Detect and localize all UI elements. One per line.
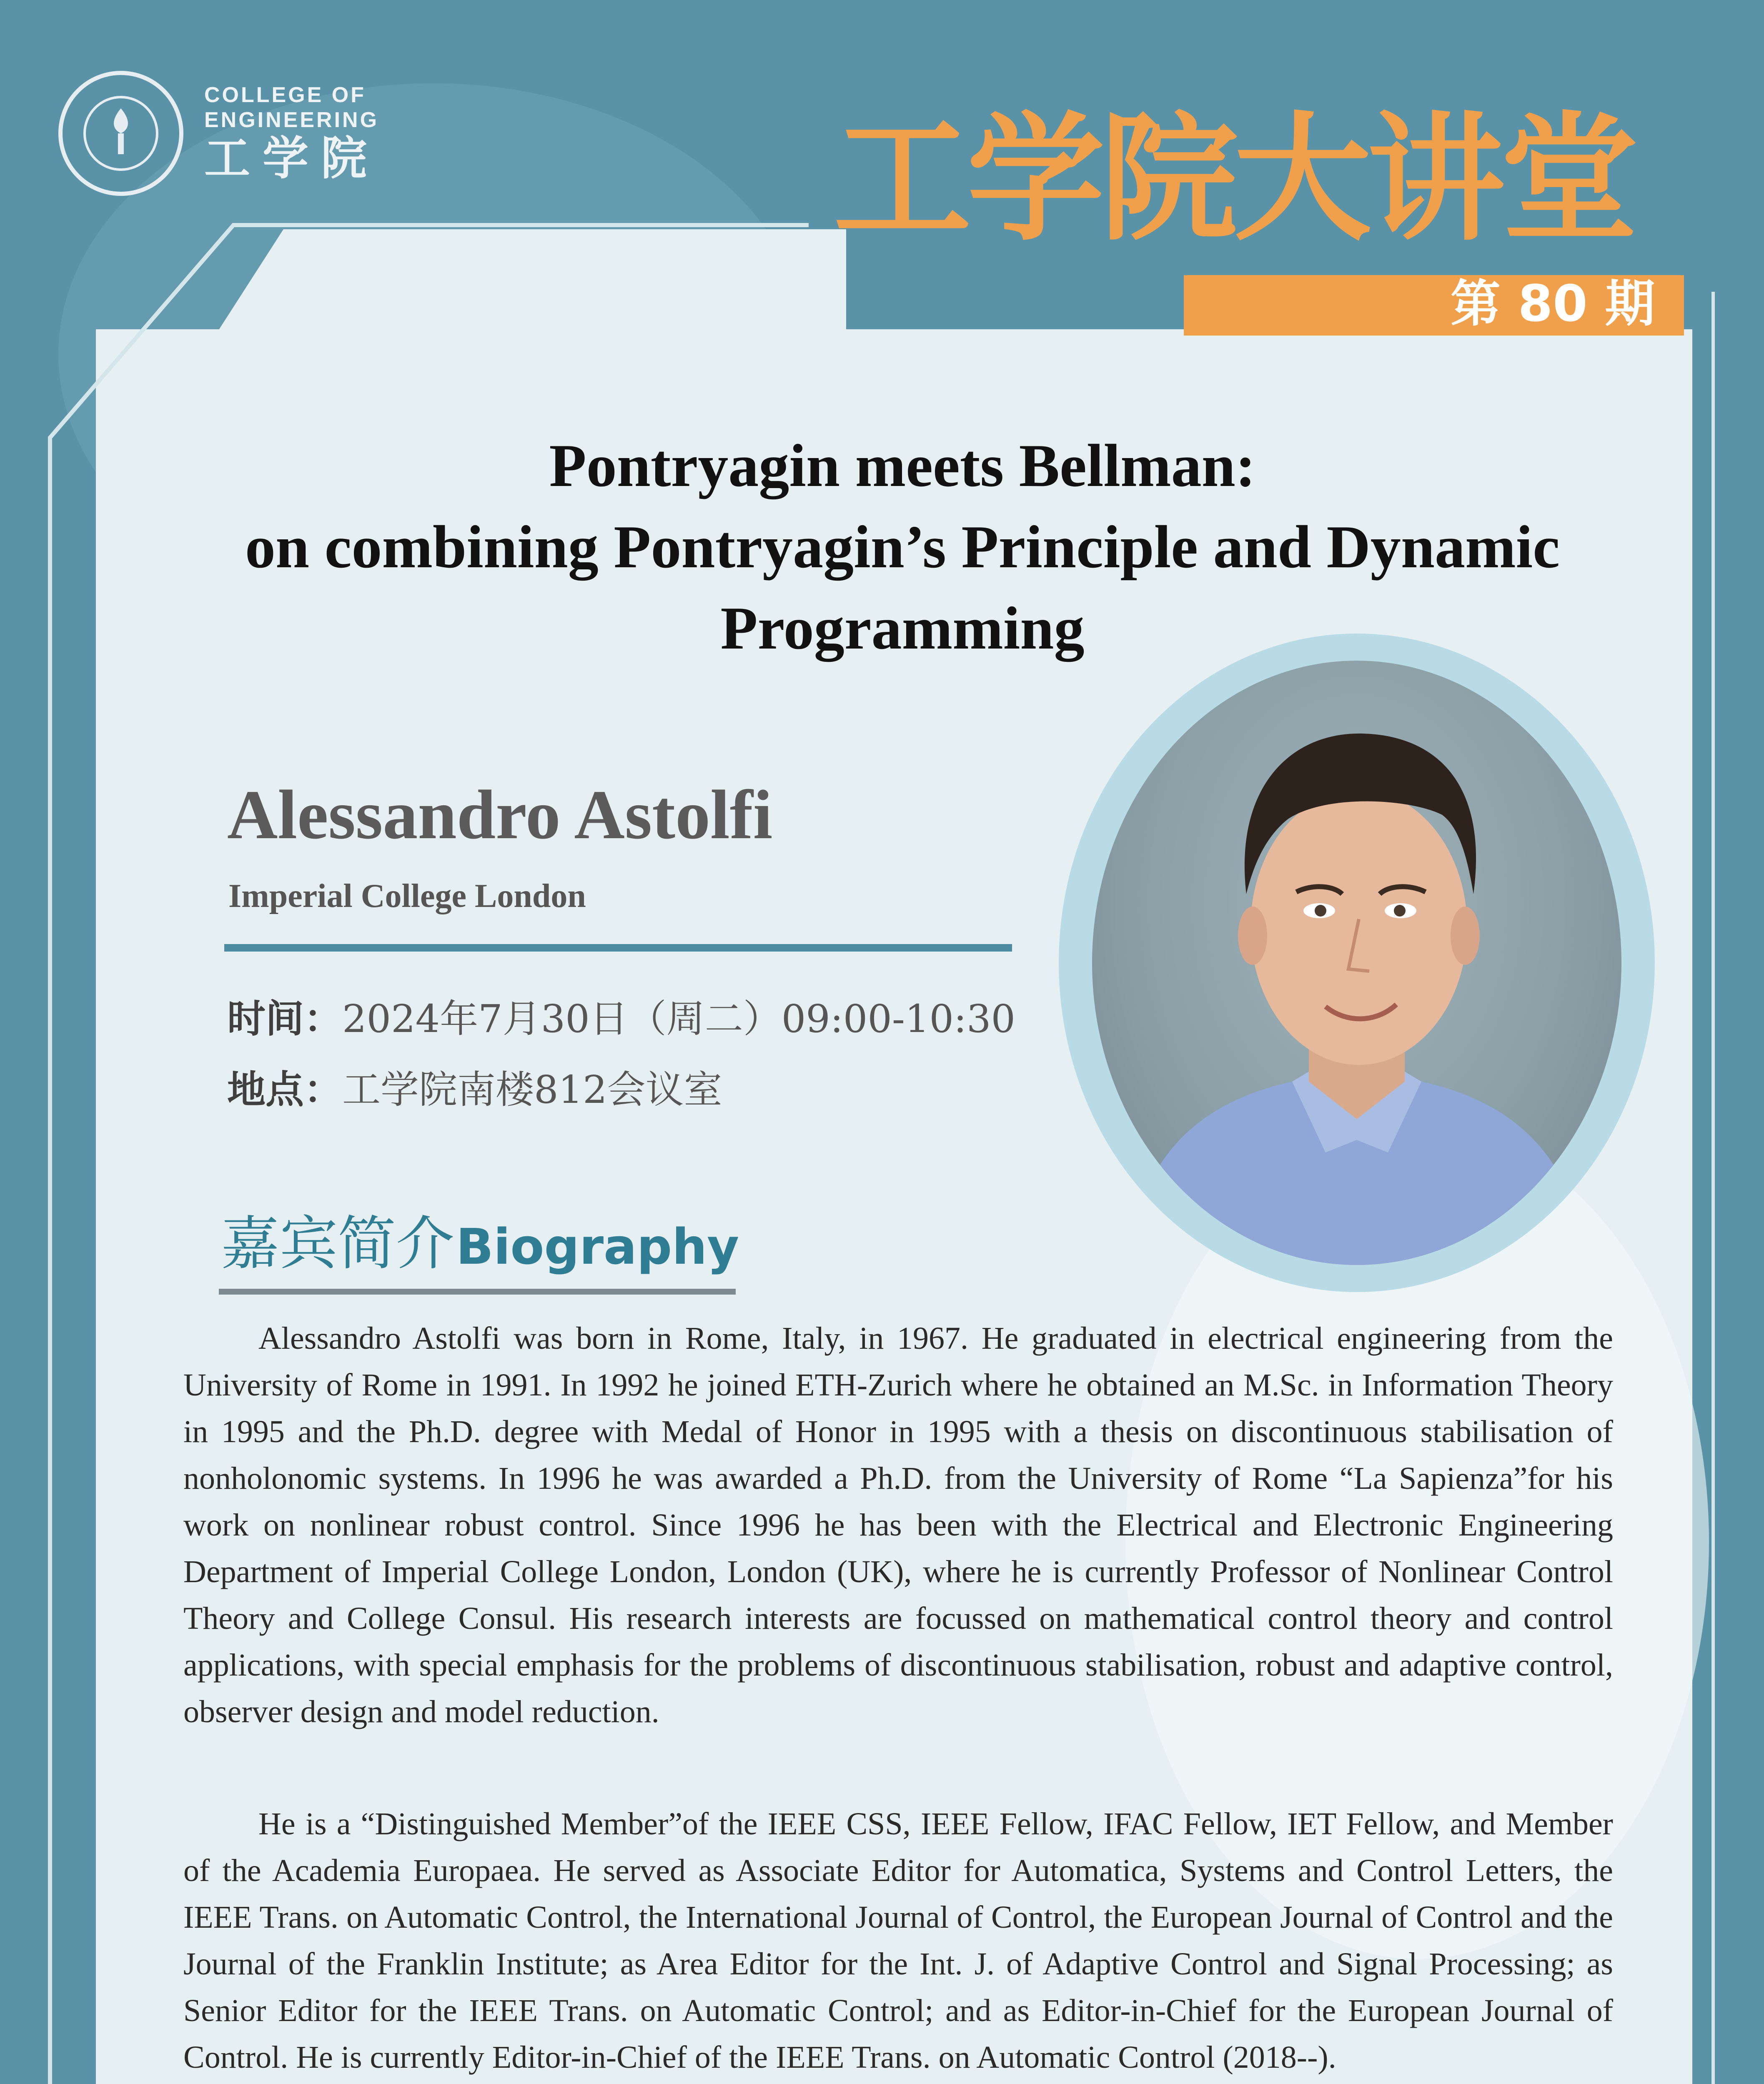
- series-title: 工学院大讲堂: [834, 99, 1634, 259]
- torch-icon: [102, 106, 140, 156]
- speaker-name: Alessandro Astolfi: [227, 776, 773, 854]
- biography-heading: [221, 1209, 739, 1280]
- biography-paragraph-2: He is a “Distinguished Member”of the IEEE CSS, IEEE Fellow, IFAC Fellow, IET Fellow, and Member of the Academia Europaea. He served as Associate Editor for Automatica, Systems and Control Letters, the IEEE Trans. on Automatic Control, the International Journal of Control, the European Journal of Control and the Journal of the Franklin Institute; as Area Editor for the Int. J. of Adaptive Control and Signal Processing; as Senior Editor for the IEEE Trans. on Automatic Control; and as Editor-in-Chief for the European Journal of Control. He is currently Editor-in-Chief of the IEEE Trans. on Automatic Control (2018--).: [183, 1806, 1613, 2075]
- biography-paragraph-1: Alessandro Astolfi was born in Rome, Italy, in 1967. He graduated in electrical engineering from the University of Rome in 1991. In 1992 he joined ETH-Zurich where he obtained an M.Sc. in Information Theory in 1995 and the Ph.D. degree with Medal of Honor in 1995 with a thesis on discontinuous stabilisation of nonholonomic systems. In 1996 he was awarded a Ph.D. from the University of Rome “La Sapienza”for his work on nonlinear robust control. Since 1996 he has been with the Electrical and Electronic Engineering Department of Imperial College London, London (UK), where he is currently Professor of Nonlinear Control Theory and College Consul. His research interests are focussed on mathematical control theory and control applications, with special emphasis for the problems of discontinuous stabilisation, robust and adaptive control, observer design and model reduction.: [183, 1321, 1613, 1729]
- logo-chinese: 工学院: [204, 132, 379, 185]
- speaker-divider: [224, 944, 1012, 952]
- biography-heading-en: Biography: [456, 1218, 739, 1275]
- biography-heading-cn: 嘉宾简介: [221, 1210, 455, 1278]
- speaker-affiliation: Imperial College London: [228, 878, 586, 914]
- speaker-portrait: [1092, 661, 1621, 1265]
- logo-english: COLLEGE OF ENGINEERING: [204, 83, 379, 132]
- place-value: 工学院南楼812会议室: [342, 1067, 722, 1112]
- time-row: [227, 994, 1015, 1044]
- biography-underline: [219, 1289, 736, 1295]
- time-value: 2024年7月30日（周二）09:00-10:30: [342, 997, 1016, 1041]
- issue-number: 第 80 期: [1451, 275, 1655, 333]
- university-logo: [58, 71, 183, 196]
- talk-title: Pontryagin meets Bellman: on combining Pontryagin’s Principle and Dynamic Programming: [245, 432, 1560, 662]
- time-label: 时间：: [227, 997, 343, 1041]
- place-row: [227, 1065, 722, 1115]
- place-label: 地点：: [227, 1067, 343, 1112]
